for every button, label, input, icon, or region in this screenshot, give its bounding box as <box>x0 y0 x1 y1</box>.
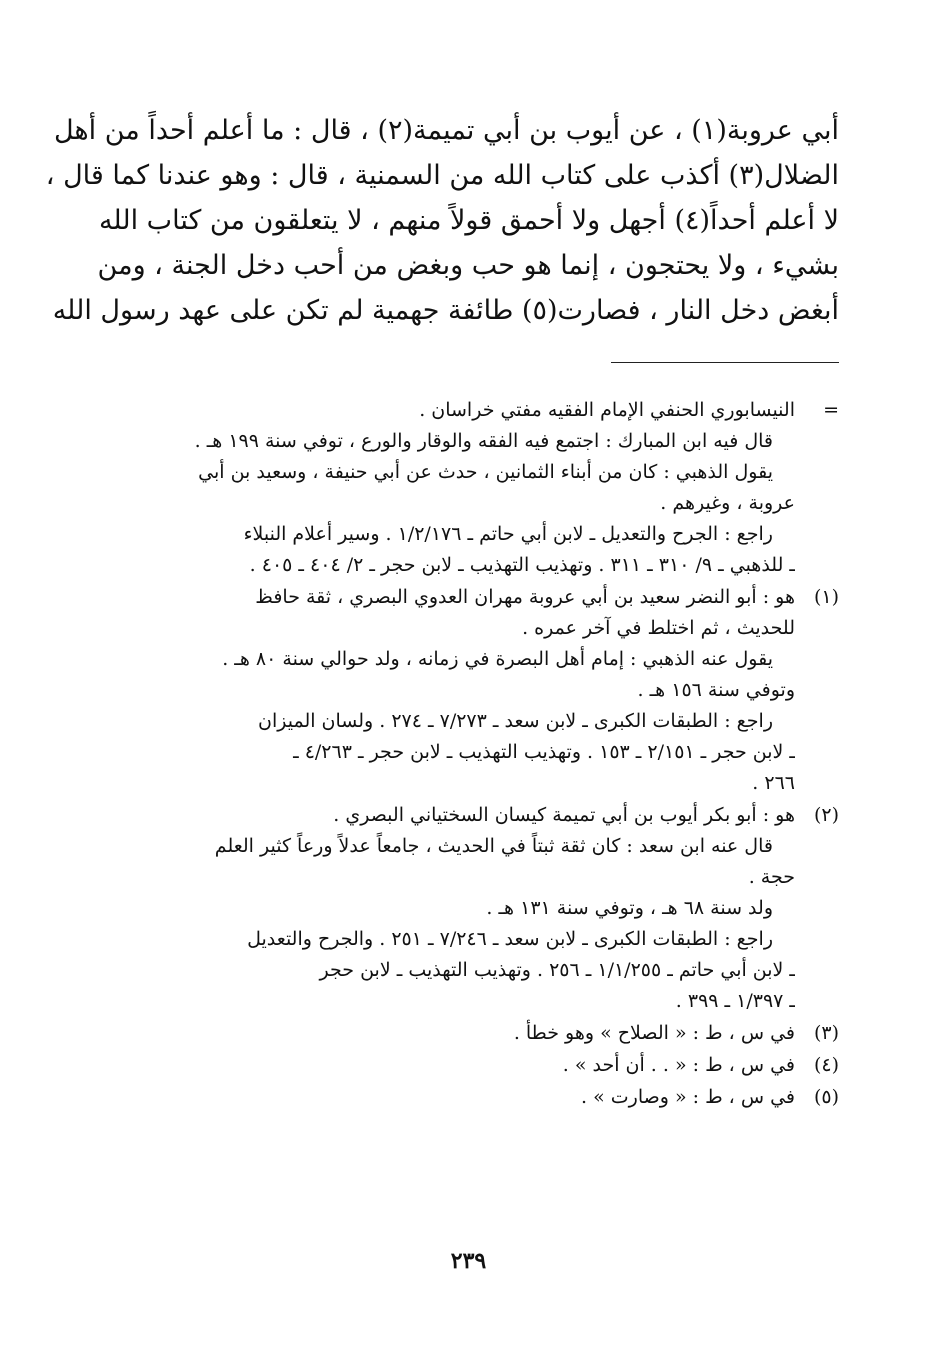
footnote-continuation <box>136 395 839 581</box>
footnote-line: ـ للذهبي ـ ٩/ ٣١٠ ـ ٣١١ . وتهذيب التهذيب ـ لابن حجر ـ ٢/ ٤٠٤ ـ ٤٠٥ . <box>249 554 795 576</box>
footnote-5 <box>136 1082 839 1113</box>
footnote-marker: (١) <box>813 586 839 608</box>
footnote-line: هو : أبو النضر سعيد بن أبي عروبة مهران العدوي البصري ، ثقة حافظ <box>255 586 795 608</box>
main-text-line: أبغض دخل النار ، فصارت(٥) طائفة جهمية لم تكن على عهد رسول الله <box>52 295 839 326</box>
footnote-line: ولد سنة ٦٨ هـ ، وتوفي سنة ١٣١ هـ . <box>486 897 773 919</box>
main-text <box>45 108 839 333</box>
footnote-3 <box>136 1018 839 1049</box>
footnote-line: ـ لابن أبي حاتم ـ ١/١/٢٥٥ ـ ٢٥٦ . وتهذيب التهذيب ـ لابن حجر <box>319 959 795 981</box>
footnote-line: وتوفي سنة ١٥٦ هـ . <box>637 679 795 701</box>
footnote-line: راجع : الطبقات الكبرى ـ لابن سعد ـ ٧/٢٤٦ ـ ٢٥١ . والجرح والتعديل <box>247 928 773 950</box>
footnote-marker: = <box>823 399 839 421</box>
footnote-line: للحديث ، ثم اختلط في آخر عمره . <box>522 617 795 639</box>
footnote-marker: (٢) <box>813 804 839 826</box>
main-text-line: لا أعلم أحداً(٤) أجهل ولا أحمق قولاً منهم ، لا يتعلقون من كتاب الله <box>98 205 839 236</box>
footnote-line: راجع : الجرح والتعديل ـ لابن أبي حاتم ـ ١/٢/١٧٦ . وسير أعلام النبلاء <box>243 523 773 545</box>
footnote-2 <box>136 800 839 1017</box>
footnote-line: قال عنه ابن سعد : كان ثقة ثبتاً في الحديث ، جامعاً عدلاً ورعاً كثير العلم <box>214 835 773 857</box>
footnote-line: يقول عنه الذهبي : إمام أهل البصرة في زمانه ، ولد حوالي سنة ٨٠ هـ . <box>222 648 773 670</box>
footnote-4 <box>136 1050 839 1081</box>
page-number: ٢٣٩ <box>450 1248 487 1274</box>
footnote-1 <box>136 582 839 799</box>
footnote-line: ـ ١/٣٩٧ ـ ٣٩٩ . <box>675 990 795 1012</box>
footnote-marker: (٣) <box>813 1022 839 1044</box>
main-text-line: أبي عروبة(١) ، عن أيوب بن أبي تميمة(٢) ، قال : ما أعلم أحداً من أهل <box>53 115 839 146</box>
footnote-divider <box>611 362 839 363</box>
footnote-line: في س ، ط : « . . أن أحد » . <box>562 1054 795 1076</box>
footnote-line: ٢٦٦ . <box>752 772 795 794</box>
footnote-line: عروبة ، وغيرهم . <box>660 492 795 514</box>
footnotes <box>136 395 839 1113</box>
footnote-marker: (٥) <box>813 1086 839 1108</box>
footnote-line: يقول الذهبي : كان من أبناء الثمانين ، حدث عن أبي حنيفة ، وسعيد بن أبي <box>198 461 773 483</box>
footnote-line: قال فيه ابن المبارك : اجتمع فيه الفقه والوقار والورع ، توفي سنة ١٩٩ هـ . <box>194 430 773 452</box>
footnote-line: ـ لابن حجر ـ ٢/١٥١ ـ ١٥٣ . وتهذيب التهذيب ـ لابن حجر ـ ٤/٢٦٣ ـ <box>293 741 795 763</box>
footnote-line: حجة . <box>748 866 795 888</box>
footnote-line: في س ، ط : « وصارت » . <box>581 1086 795 1108</box>
footnote-line: في س ، ط : « الصلاح » وهو خطأ . <box>513 1022 795 1044</box>
footnote-line: النيسابوري الحنفي الإمام الفقيه مفتي خراسان . <box>419 399 795 421</box>
main-text-line: الضلال(٣) أكذب على كتاب الله من السمنية ، قال : وهو عندنا كما قال ، <box>45 160 839 191</box>
footnote-line: هو : أبو بكر أيوب بن أبي تميمة كيسان السختياني البصري . <box>333 804 795 826</box>
footnote-line: راجع : الطبقات الكبرى ـ لابن سعد ـ ٧/٢٧٣ ـ ٢٧٤ . ولسان الميزان <box>258 710 773 732</box>
footnote-marker: (٤) <box>813 1054 839 1076</box>
main-text-line: بشيء ، ولا يحتجون ، إنما هو حب وبغض من أحب دخل الجنة ، ومن <box>97 250 839 281</box>
